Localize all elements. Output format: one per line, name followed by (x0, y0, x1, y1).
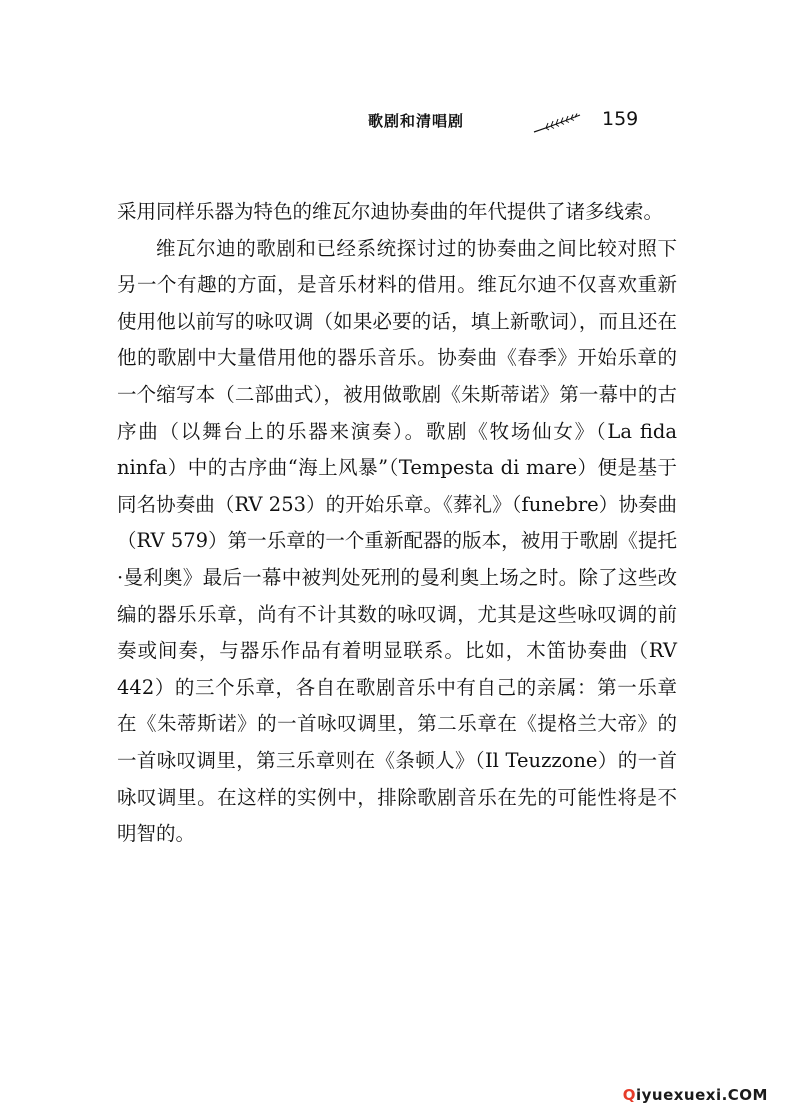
watermark-rest: iyuexuexi.COM (635, 1086, 768, 1104)
paragraph-1: 采用同样乐器为特色的维瓦尔迪协奏曲的年代提供了诸多线索。 (117, 200, 664, 223)
watermark-first-letter: Q (622, 1086, 636, 1104)
site-watermark (623, 1086, 768, 1104)
page-number: 159 (602, 108, 639, 130)
chapter-title: 歌剧和清唱剧 (368, 112, 465, 130)
running-header (0, 104, 794, 140)
paragraph-2: 维瓦尔迪的歌剧和已经系统探讨过的协奏曲之间比较对照下另一个有趣的方面，是音乐材料的借用。维瓦尔迪不仅喜欢重新使用他以前写的咏叹调（如果必要的话，填上新歌词），而且还在他的歌剧中大量借用他的器乐音乐。协奏曲《春季》开始乐章的一个缩写本（二部曲式），被用做歌剧《朱斯蒂诺》第一幕中的古序曲（以舞台上的乐器来演奏）。歌剧《牧场仙女》（La fida ninfa）中的古序曲“海上风暴”（Tempesta di mare）便是基于同名协奏曲（RV 253）的开始乐章。《葬礼》（funebre）协奏曲（RV 579）第一乐章的一个重新配器的版本，被用于歌剧《提托·曼利奥》最后一幕中被判处死刑的曼利奥上场之时。除了这些改编的器乐乐章，尚有不计其数的咏叹调，尤其是这些咏叹调的前奏或间奏，与器乐作品有着明显联系。比如，木笛协奏曲（RV 442）的三个乐章，各自在歌剧音乐中有自己的亲属：第一乐章在《朱蒂斯诺》的一首咏叹调里，第二乐章在《提格兰大帝》的一首咏叹调里，第三乐章则在《条顿人》（Il Teuzzone）的一首咏叹调里。在这样的实例中，排除歌剧音乐在先的可能性将是不明智的。 (117, 236, 677, 846)
feather-ornament-icon (532, 112, 582, 134)
body-text (117, 194, 677, 853)
